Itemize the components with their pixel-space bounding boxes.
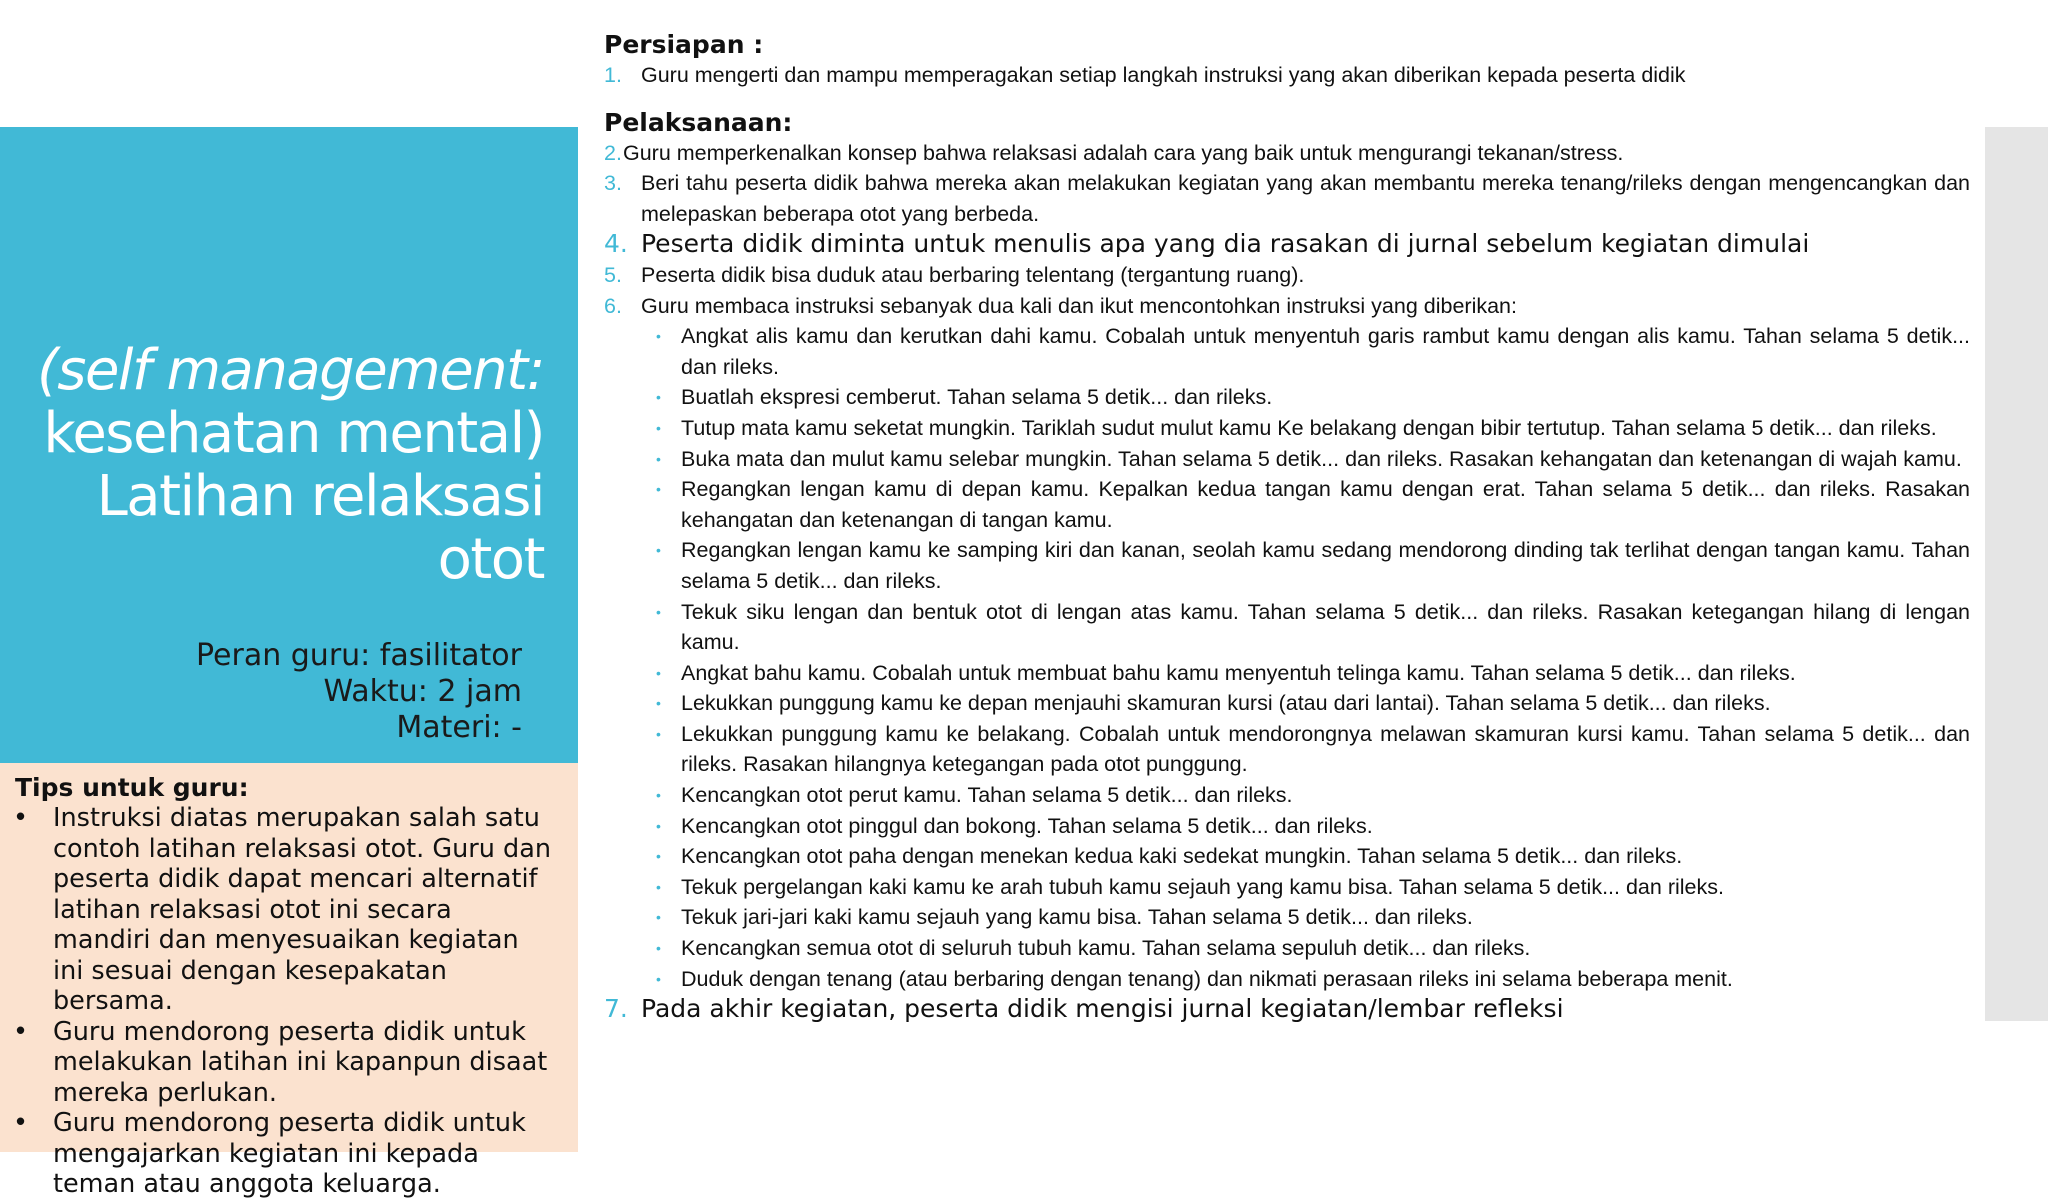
bullet-icon: • xyxy=(656,695,661,712)
bullet-icon: • xyxy=(13,1108,29,1138)
step-text: Peserta didik bisa duduk atau berbaring telentang (tergantung ruang). xyxy=(641,262,1305,287)
exercise-item: • Tekuk siku lengan dan bentuk otot di lengan atas kamu. Tahan selama 5 detik... dan rileks. Rasakan ketegangan hilang di lengan kamu. xyxy=(604,597,1970,658)
step-number: 3. xyxy=(604,171,622,196)
bullet-icon: • xyxy=(13,1016,29,1047)
exercise-item: • Kencangkan semua otot di seluruh tubuh kamu. Tahan selama sepuluh detik... dan rileks. xyxy=(604,933,1970,964)
bullet-icon: • xyxy=(656,450,661,467)
material: Materi: - xyxy=(396,710,522,745)
exercise-item: • Buka mata dan mulut kamu selebar mungkin. Tahan selama 5 detik... dan rileks. Rasakan kehangatan dan ketenangan di wajah kamu. xyxy=(604,444,1970,475)
step-number: 6. xyxy=(604,293,622,318)
step-item xyxy=(604,291,1970,322)
instructions-body xyxy=(604,30,1970,1025)
exercise-item: • Regangkan lengan kamu di depan kamu. Kepalkan kedua tangan kamu dengan erat. Tahan selama 5 detik... dan rileks. Rasakan kehangatan dan ketenangan di tangan kamu. xyxy=(604,474,1970,535)
bullet-icon: • xyxy=(13,803,29,833)
step-number: 2. xyxy=(604,140,622,165)
bullet-icon: • xyxy=(656,787,661,804)
bullet-icon: • xyxy=(656,328,661,345)
title-line-3: Latihan relaksasi xyxy=(96,464,544,529)
title-line-4: otot xyxy=(437,527,544,592)
tips-heading: Tips untuk guru: xyxy=(15,773,249,802)
step-text: Beri tahu peserta didik bahwa mereka akan melakukan kegiatan yang akan membantu mereka tenang/rileks dengan mengencangkan dan melepaskan beberapa otot yang berbeda. xyxy=(641,171,1970,226)
exercise-item: • Regangkan lengan kamu ke samping kiri dan kanan, seolah kamu sedang mendorong dinding tak terlihat dengan tangan kamu. Tahan selama 5 detik... dan rileks. xyxy=(604,535,1970,596)
bullet-icon: • xyxy=(656,419,661,436)
bullet-icon: • xyxy=(656,389,661,406)
exercise-item: • Tekuk jari-jari kaki kamu sejauh yang kamu bisa. Tahan selama 5 detik... dan rileks. xyxy=(604,902,1970,933)
title-line-1: (self management: xyxy=(36,338,544,403)
title-panel xyxy=(0,127,578,763)
step-item xyxy=(604,60,1970,91)
exercise-item: • Kencangkan otot pinggul dan bokong. Tahan selama 5 detik... dan rileks. xyxy=(604,811,1970,842)
bullet-icon: • xyxy=(656,970,661,987)
step-number: 7. xyxy=(604,994,628,1024)
tip-item: • Guru mendorong peserta didik untuk melakukan latihan ini kapanpun disaat mereka perlukan. xyxy=(13,1016,548,1108)
execution-heading: Pelaksanaan: xyxy=(604,107,793,137)
step-item xyxy=(604,994,1970,1025)
exercise-item: • Buatlah ekspresi cemberut. Tahan selama 5 detik... dan rileks. xyxy=(604,382,1970,413)
exercise-item: • Duduk dengan tenang (atau berbaring dengan tenang) dan nikmati perasaan rileks ini selama beberapa menit. xyxy=(604,964,1970,995)
tips-list xyxy=(13,803,553,1200)
duration: Waktu: 2 jam xyxy=(323,674,522,709)
exercise-item: • Lekukkan punggung kamu ke belakang. Cobalah untuk mendorongnya melawan skamuran kursi kamu. Tahan selama 5 detik... dan rileks. Rasakan hilangnya ketegangan pada otot punggung. xyxy=(604,719,1970,780)
bullet-icon: • xyxy=(656,817,661,834)
title-line-2: kesehatan mental) xyxy=(43,401,544,466)
lesson-meta xyxy=(196,638,522,746)
exercise-item: • Angkat alis kamu dan kerutkan dahi kamu. Cobalah untuk menyentuh garis rambut kamu dengan alis kamu. Tahan selama 5 detik... dan rileks. xyxy=(604,321,1970,382)
side-decoration-bar xyxy=(1985,127,2048,1021)
bullet-icon: • xyxy=(656,909,661,926)
step-text: Guru mengerti dan mampu memperagakan setiap langkah instruksi yang akan diberikan kepada peserta didik xyxy=(641,63,1686,87)
tip-item: • Instruksi diatas merupakan salah satu contoh latihan relaksasi otot. Guru dan peserta didik dapat mencari alternatif latihan relaksasi otot ini secara mandiri dan menyesuaikan kegiatan ini sesuai dengan kesepakatan bersama. xyxy=(13,803,552,1016)
step-text: Guru memperkenalkan konsep bahwa relaksasi adalah cara yang baik untuk mengurangi tekanan/stress. xyxy=(623,140,1624,165)
bullet-icon: • xyxy=(656,878,661,895)
step-item xyxy=(604,168,1970,229)
tip-item: • Guru mendorong peserta didik untuk mengajarkan kegiatan ini kepada teman atau anggota keluarga. xyxy=(13,1108,526,1199)
exercise-item: • Kencangkan otot paha dengan menekan kedua kaki sedekat mungkin. Tahan selama 5 detik... dan rileks. xyxy=(604,841,1970,872)
bullet-icon: • xyxy=(656,481,661,498)
step-item xyxy=(604,138,1970,169)
teacher-role: Peran guru: fasilitator xyxy=(196,638,522,673)
step-text: Pada akhir kegiatan, peserta didik mengisi jurnal kegiatan/lembar refleksi xyxy=(641,994,1564,1024)
step-item xyxy=(604,260,1970,291)
bullet-icon: • xyxy=(656,848,661,865)
exercise-item: • Angkat bahu kamu. Cobalah untuk membuat bahu kamu menyentuh telinga kamu. Tahan selama 5 detik... dan rileks. xyxy=(604,658,1970,689)
bullet-icon: • xyxy=(656,664,661,681)
step-text: Peserta didik diminta untuk menulis apa yang dia rasakan di jurnal sebelum kegiatan dimulai xyxy=(641,229,1810,259)
step-number: 5. xyxy=(604,262,622,287)
preparation-heading: Persiapan : xyxy=(604,30,764,59)
step-text: Guru membaca instruksi sebanyak dua kali dan ikut mencontohkan instruksi yang diberikan: xyxy=(641,293,1517,318)
slide-title xyxy=(4,339,544,591)
bullet-icon: • xyxy=(656,603,661,620)
exercise-item: • Lekukkan punggung kamu ke depan menjauhi skamuran kursi (atau dari lantai). Tahan selama 5 detik... dan rileks. xyxy=(604,688,1970,719)
bullet-icon: • xyxy=(656,542,661,559)
step-number: 1. xyxy=(604,63,622,87)
step-number: 4. xyxy=(604,229,628,259)
bullet-icon: • xyxy=(656,725,661,742)
teacher-tips-box xyxy=(0,763,578,1199)
exercise-item: • Tutup mata kamu seketat mungkin. Tariklah sudut mulut kamu Ke belakang dengan bibir tertutup. Tahan selama 5 detik... dan rileks. xyxy=(604,413,1970,444)
bullet-icon: • xyxy=(656,940,661,957)
exercise-item: • Kencangkan otot perut kamu. Tahan selama 5 detik... dan rileks. xyxy=(604,780,1970,811)
step-item xyxy=(604,229,1970,260)
exercise-item: • Tekuk pergelangan kaki kamu ke arah tubuh kamu sejauh yang kamu bisa. Tahan selama 5 detik... dan rileks. xyxy=(604,872,1970,903)
